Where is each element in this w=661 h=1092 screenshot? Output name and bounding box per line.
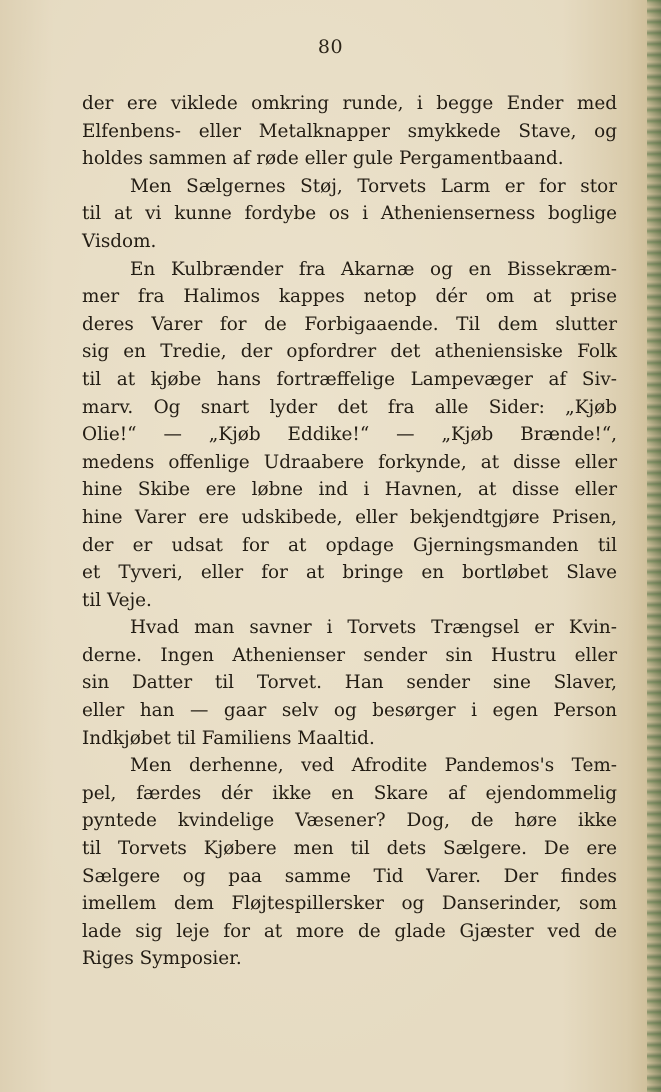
text-line: sig en Tredie, der opfordrer det atheniensiske Folk bbox=[82, 341, 617, 363]
text-line: lade sig leje for at more de glade Gjæster ved de bbox=[82, 920, 617, 942]
text-line: imellem dem Fløjtespillersker og Danserinder, som bbox=[82, 893, 617, 915]
text-line: En Kulbrænder fra Akarnæ og en Bissekræm- bbox=[130, 258, 617, 280]
text-line: Riges Symposier. bbox=[82, 948, 242, 970]
text-line: eller han — gaar selv og besørger i egen Person bbox=[82, 700, 617, 722]
text-line: et Tyveri, eller for at bringe en bortløbet Slave bbox=[82, 562, 617, 584]
text-line: sin Datter til Torvet. Han sender sine Slaver, bbox=[82, 672, 617, 694]
text-line: til Veje. bbox=[82, 589, 152, 611]
text-line: Sælgere og paa samme Tid Varer. Der findes bbox=[82, 865, 617, 887]
text-line: til at kjøbe hans fortræffelige Lampevæger af Siv- bbox=[82, 368, 617, 390]
text-line: pel, færdes dér ikke en Skare af ejendommelig bbox=[82, 782, 617, 804]
body-text bbox=[82, 90, 617, 973]
text-line: der ere viklede omkring runde, i begge Ender med bbox=[82, 93, 617, 114]
text-line: hine Skibe ere løbne ind i Havnen, at disse eller bbox=[82, 479, 617, 501]
text-line: Men derhenne, ved Afrodite Pandemos's Tem- bbox=[130, 755, 617, 777]
text-line: derne. Ingen Athenienser sender sin Hustru eller bbox=[82, 644, 617, 666]
text-line: Visdom. bbox=[82, 230, 157, 252]
page-number: 80 bbox=[317, 36, 344, 58]
text-line: Olie!“ — „Kjøb Eddike!“ — „Kjøb Brænde!“, bbox=[82, 424, 617, 446]
text-line: Indkjøbet til Familiens Maaltid. bbox=[82, 727, 375, 749]
text-line: Hvad man savner i Torvets Trængsel er Kvin- bbox=[130, 617, 617, 639]
text-line: Men Sælgernes Støj, Torvets Larm er for stor bbox=[130, 175, 617, 197]
text-line: til at vi kunne fordybe os i Athenienserness boglige bbox=[82, 203, 617, 225]
text-line: til Torvets Kjøbere men til dets Sælgere. De ere bbox=[82, 838, 617, 860]
text-line: marv. Og snart lyder det fra alle Sider: „Kjøb bbox=[82, 396, 617, 418]
text-line: hine Varer ere udskibede, eller bekjendtgjøre Prisen, bbox=[82, 506, 617, 528]
text-line: pyntede kvindelige Væsener? Dog, de høre ikke bbox=[82, 810, 617, 832]
text-line: Elfenbens- eller Metalknapper smykkede Stave, og bbox=[82, 120, 617, 142]
text-line: mer fra Halimos kappes netop dér om at prise bbox=[82, 286, 617, 308]
page-edge-decoration bbox=[647, 0, 661, 1092]
text-line: medens offenlige Udraabere forkynde, at disse eller bbox=[82, 451, 617, 473]
text-line: holdes sammen af røde eller gule Pergamentbaand. bbox=[82, 148, 564, 170]
text-line: der er udsat for at opdage Gjerningsmanden til bbox=[82, 534, 617, 556]
text-line: deres Varer for de Forbigaaende. Til dem slutter bbox=[82, 313, 617, 335]
